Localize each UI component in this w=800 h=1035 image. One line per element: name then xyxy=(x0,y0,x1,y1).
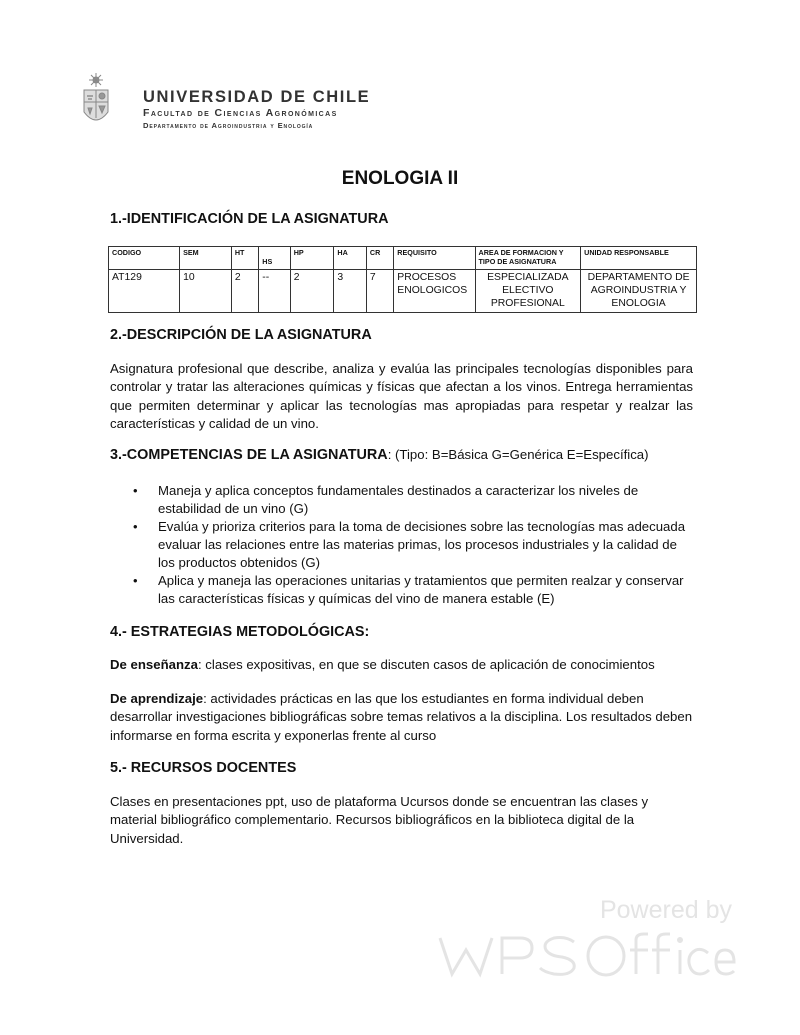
section-3-title: 3.-COMPETENCIAS DE LA ASIGNATURA xyxy=(110,447,388,463)
faculty-name: Facultad de Ciencias Agronómicas xyxy=(143,107,338,119)
teaching-label: De enseñanza xyxy=(110,657,198,672)
bullet-icon: • xyxy=(133,573,138,588)
cell-unidad: DEPARTAMENTO DE AGROINDUSTRIA Y ENOLOGIA xyxy=(581,270,697,313)
learning-text: : actividades prácticas en las que los estudiantes en forma individual deben desarrollar investigaciones bibliográficas sobre temas relativos a la disciplina. Los resultados deben informarse en forma escrita y exponerlas frente al curso xyxy=(110,691,693,743)
section-3-subtitle: : (Tipo: B=Básica G=Genérica E=Específica) xyxy=(387,447,649,462)
header-cr: CR xyxy=(366,247,393,270)
teaching-strategy xyxy=(110,656,693,674)
competency-text: Maneja y aplica conceptos fundamentales destinados a caracterizar los niveles de estabilidad de un vino (G) xyxy=(158,483,639,516)
bullet-icon: • xyxy=(133,519,138,534)
header-area: AREA DE FORMACION Y TIPO DE ASIGNATURA xyxy=(475,247,581,270)
header-hs xyxy=(259,247,290,270)
cell-cr: 7 xyxy=(366,270,393,313)
wps-office-logo xyxy=(436,930,736,986)
section-1-heading: 1.-IDENTIFICACIÓN DE LA ASIGNATURA xyxy=(110,211,389,227)
header-hs-label: HS xyxy=(262,257,273,266)
cell-ht: 2 xyxy=(231,270,258,313)
wps-watermark xyxy=(436,896,736,986)
competency-text: Evalúa y prioriza criterios para la toma de decisiones sobre las tecnologías mas adecuada evaluar las relaciones entre las materias primas, los procesos industriales y la calidad de los productos obtenidos (G) xyxy=(158,519,686,570)
description-paragraph: Asignatura profesional que describe, analiza y evalúa las principales tecnologías disponibles para controlar y tratar las alteraciones químicas y físicas que afectan a los vinos. Entrega herramientas que permiten determinar y aplicar las tecnologías mas apropiadas para respetar y realzar las características y calidad de un vino. xyxy=(110,361,693,431)
cell-sem: 10 xyxy=(180,270,232,313)
list-item xyxy=(133,482,693,518)
header-hp: HP xyxy=(290,247,334,270)
university-crest-icon xyxy=(80,72,112,130)
teaching-text: : clases expositivas, en que se discuten casos de aplicación de conocimientos xyxy=(197,657,655,672)
learning-label: De aprendizaje xyxy=(110,691,204,706)
cell-ha: 3 xyxy=(334,270,366,313)
header-ht: HT xyxy=(231,247,258,270)
page-title: ENOLOGIA II xyxy=(341,168,459,189)
resources-paragraph: Clases en presentaciones ppt, uso de plataforma Ucursos donde se encuentran las clases y material bibliográfico complementario. Recursos bibliográficos en la biblioteca digital de la Universidad. xyxy=(110,794,649,846)
header-requisito: REQUISITO xyxy=(394,247,475,270)
header-sem: SEM xyxy=(180,247,232,270)
header-codigo: CODIGO xyxy=(109,247,180,270)
university-name: UNIVERSIDAD DE CHILE xyxy=(143,88,371,106)
cell-hs: -- xyxy=(259,270,290,313)
section-3-heading xyxy=(110,447,649,463)
watermark-powered-by: Powered by xyxy=(599,896,732,924)
cell-area: ESPECIALIZADA ELECTIVO PROFESIONAL xyxy=(475,270,581,313)
section-2-heading: 2.-DESCRIPCIÓN DE LA ASIGNATURA xyxy=(110,327,372,343)
cell-requisito: PROCESOS ENOLOGICOS xyxy=(394,270,475,313)
competencies-list xyxy=(133,482,693,608)
department-name: Departamento de Agroindustria y Enología xyxy=(143,121,314,130)
learning-strategy xyxy=(110,690,693,745)
bullet-icon: • xyxy=(133,483,138,498)
header-unidad: UNIDAD RESPONSABLE xyxy=(581,247,697,270)
cell-hp: 2 xyxy=(290,270,334,313)
table-header-row xyxy=(109,247,697,270)
header-ha: HA xyxy=(334,247,366,270)
section-5-heading: 5.- RECURSOS DOCENTES xyxy=(110,760,297,776)
section-4-heading: 4.- ESTRATEGIAS METODOLÓGICAS: xyxy=(110,624,370,640)
table-row xyxy=(109,270,697,313)
cell-codigo: AT129 xyxy=(109,270,180,313)
identification-table xyxy=(108,246,697,313)
list-item xyxy=(133,572,693,608)
competency-text: Aplica y maneja las operaciones unitarias y tratamientos que permiten realzar y conservar las características físicas y químicas del vino de manera estable (E) xyxy=(158,573,684,606)
institution-header xyxy=(143,88,370,132)
list-item xyxy=(133,518,693,572)
